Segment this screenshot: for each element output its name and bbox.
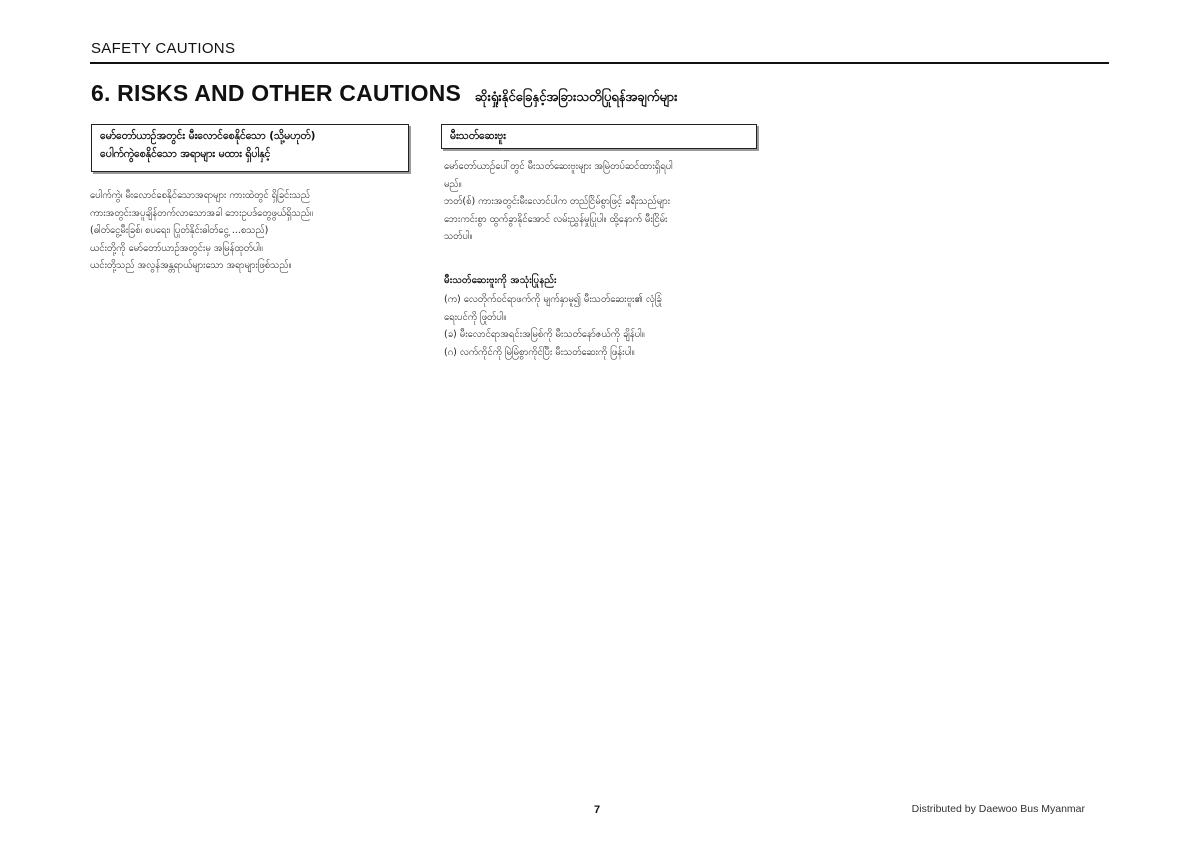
usage-step-line: (ခ) မီးလောင်ရာအရင်းအမြစ်ကို မီးသတ်နော်ဇယ်ကို ချိန်ပါ။ [444,329,645,340]
paragraph-line: ဘေးကင်းစွာ ထွက်ခွာနိုင်အောင် လမ်းညွှန်မှုပြုပါ။ ထို့နောက် မီးငြိမ်း [444,213,668,225]
page-heading [91,80,678,108]
flammables-caution-box [91,124,409,172]
extinguisher-usage-steps [444,291,764,361]
section-label: SAFETY CAUTIONS [91,40,236,57]
page-title-myanmar: ဆိုးရှုံးနိုင်ခြေနှင့်အခြားသတိပြုရန်အချက်များ [475,90,678,105]
page-title-english: 6. RISKS AND OTHER CAUTIONS [91,80,462,106]
paragraph-line: (ဓါတ်ငွေ့မီးခြစ်၊ စပရေး၊ ပြုတ်နိုင်းဓါတ်ငွေ့ ...စသည်) [90,225,269,236]
paragraph-line: ဘတ်(စ်) ကားအတွင်းမီးလောင်ပါက တည်ငြိမ်စွာဖြင့် ခရီးသည်များ [444,196,671,207]
usage-step-line: (က) လေတိုက်ဝင်ရာဖက်ကို မျက်နှာမူ၍ မီးသတ်ဆေးဗူး၏ လုံခြုံ [444,294,662,305]
caution-box-line: ပေါက်ကွဲစေနိုင်သော အရာများ မထား ရှိပါနှင့် [100,148,271,160]
paragraph-line: ပေါက်ကွဲ၊ မီးလောင်စေနိုင်သောအရာများ ကားထဲတွင် ရှိခြင်းသည် [90,190,311,201]
paragraph-line: မည်။ [444,178,462,190]
fire-extinguisher-text [444,158,764,246]
paragraph-line: ယင်းတို့ကို မော်တော်ယာဥ်အတွင်းမှ အမြန်ထုတ်ပါ။ [90,242,263,254]
usage-step-line: ရေးပင်ကို ဖြုတ်ပါ။ [444,311,507,323]
paragraph-line: ကားအတွင်းအပူချိန်တက်လာသောအခါ ဘေးဥပဒ်တွေဖွယ်ရှိသည်။ [90,207,313,219]
paragraph-line: မော်တော်ယာဥ်ပေါ်တွင် မီးသတ်ဆေးဗူးများ အမြဲတပ်ဆင်ထားရှိရပါ [444,161,673,172]
page-number: 7 [594,804,601,816]
header-rule [90,62,1109,64]
usage-step-line: (ဂ) လက်ကိုင်ကို မြဲမြံစွာကိုင်ပြီး မီးသတ်ဆေးကို ဖြန်းပါ။ [444,346,635,358]
extinguisher-usage-title: မီးသတ်ဆေးဗူးကို အသုံးပြုနည်း [444,275,557,286]
paragraph-line: သတ်ပါ။ [444,231,473,242]
caution-box-line: မော်တော်ယာဥ်အတွင်း မီးလောင်စေနိုင်သော (သို့မဟုတ်) [100,130,316,142]
fire-extinguisher-box [441,124,757,149]
fire-extinguisher-title: မီးသတ်ဆေးဗူး [450,130,506,142]
paragraph-line: ယင်းတို့သည် အလွန်အန္တရာယ်များသော အရာများဖြစ်သည်။ [90,260,292,271]
flammables-caution-text [90,187,410,275]
distributor-credit: Distributed by Daewoo Bus Myanmar [911,803,1085,815]
